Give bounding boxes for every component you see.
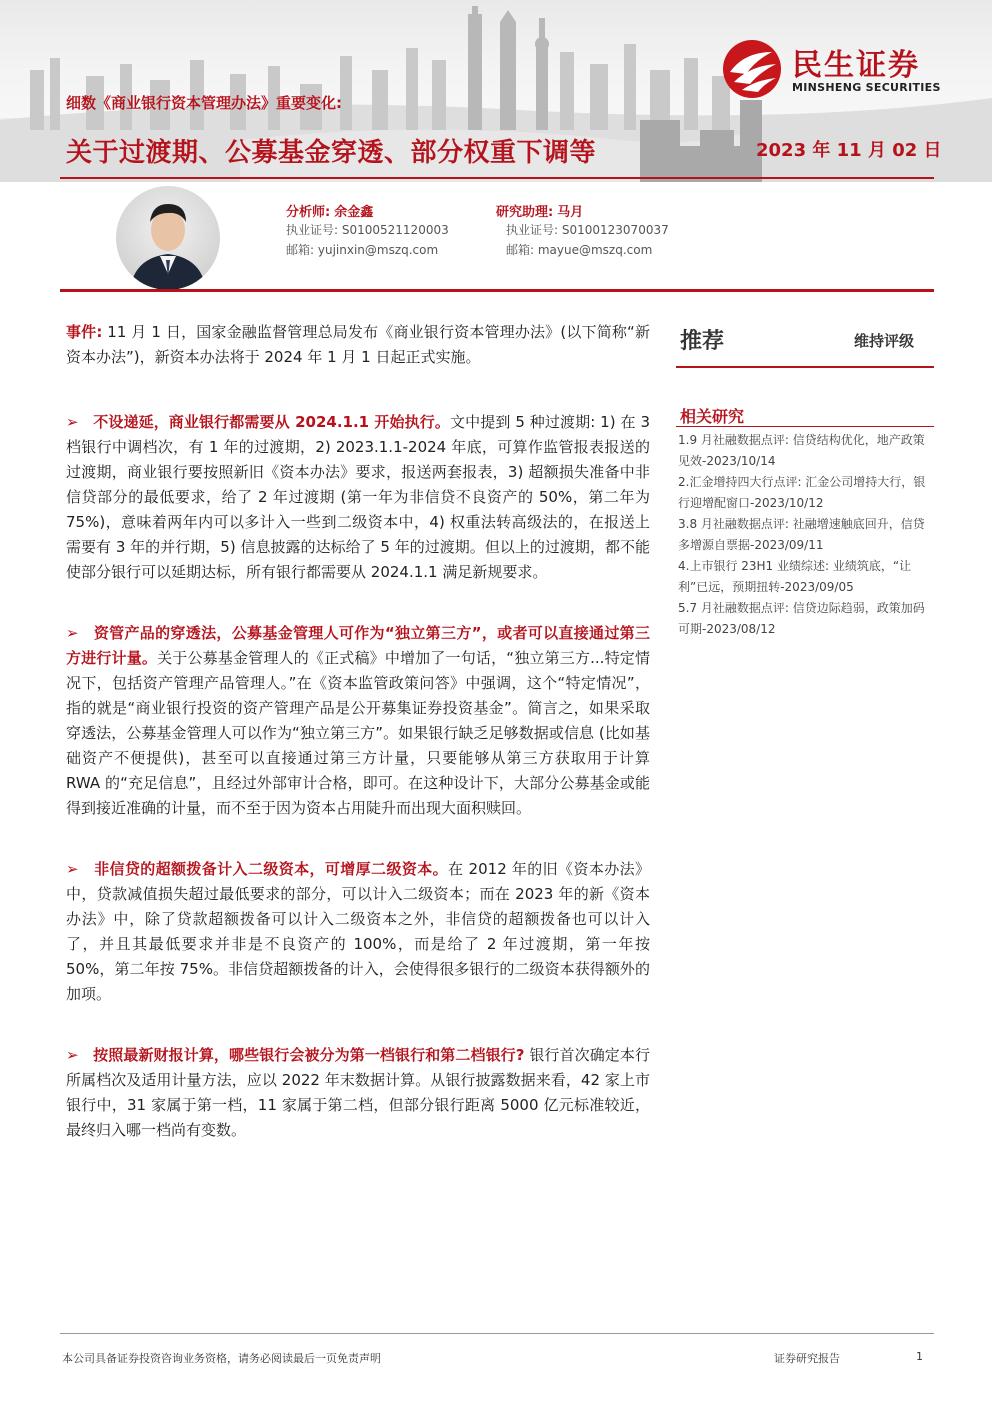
rating-label: 推荐 (680, 329, 725, 354)
bullet-arrow-icon: ➢ (66, 860, 79, 878)
point-1-lead: 不设递延，商业银行都需要从 2024.1.1 开始执行。 (93, 413, 450, 431)
related-item[interactable]: 1.9 月社融数据点评: 信贷结构优化，地产政策见效-2023/10/14 (678, 433, 925, 468)
logo-english-text: MINSHENG SECURITIES (792, 81, 941, 94)
footer-disclaimer: 本公司具备证券投资咨询业务资格，请务必阅读最后一页免责声明 (62, 1352, 381, 1365)
bullet-arrow-icon: ➢ (66, 413, 79, 431)
analyst-photo-image (116, 186, 220, 290)
analyst-1-name-text: 余金鑫 (334, 205, 374, 220)
related-research-divider (676, 426, 934, 427)
analyst-2-name-text: 马月 (557, 205, 584, 220)
header-banner (0, 0, 992, 182)
analyst-2-email[interactable]: 邮箱: mayue@mszq.com (506, 243, 653, 257)
analyst-1-name (286, 201, 373, 220)
analyst-1-role: 分析师: (286, 205, 331, 220)
analyst-1-license: 执业证号: S0100521120003 (286, 223, 449, 237)
footer-divider (60, 1333, 934, 1334)
point-2-text: 关于公募基金管理人的《正式稿》中增加了一句话，“独立第三方...特定情况下，包括资产管理产品管理人。”在《资本监管政策问答》中强调，这个“特定情况”，指的就是“商业银行投资的资产管理产品是公开募集证券投资基金”。简言之，如果采取穿透法，公募基金管理人可以作为“独立第三方”。如果银行缺乏足够数据或信息 (比如基础资产不便提供)，甚至可以直接通过第三方计量，只要能够从第三方获取用于计算 RWA 的“充足信息”，且经过外部审计合格，即可。在这种设计下，大部分公募基金或能得到接近准确的计量，而不至于因为资本占用陡升而出现大面积赎回。 (66, 649, 650, 817)
rating-note: 维持评级 (854, 332, 915, 350)
event-label: 事件: (66, 323, 103, 341)
company-logo (720, 38, 970, 100)
analyst-avatar (116, 186, 220, 290)
related-item[interactable]: 5.7 月社融数据点评: 信贷边际趋弱，政策加码可期-2023/08/12 (678, 601, 925, 636)
point-1-text: 文中提到 5 种过渡期: 1) 在 3 档银行中调档次，有 1 年的过渡期，2) 2023.1.1-2024 年底，可算作监管报表报送的过渡期，商业银行要按照新旧《资本办法》要求，报送两套报表，3) 超额损失准备中非信贷部分的最低要求，给了 2 年过渡期 (第一年为非信贷不良资产的 50%，第二年为 75%)，意味着两年内可以多计入一些到二级资本中，4) 权重法转高级法的，在报送上需要有 3 年的并行期，5) 信息披露的达标给了 5 年的过渡期。但以上的过渡期，都不能使部分银行可以延期达标，所有银行都需要从 2024.1.1 满足新规要求。 (66, 413, 650, 581)
point-4-lead: 按照最新财报计算，哪些银行会被分为第一档银行和第二档银行? (93, 1046, 525, 1064)
report-headline: 关于过渡期、公募基金穿透、部分权重下调等 (66, 138, 597, 168)
rating-divider (676, 366, 934, 368)
point-4-text: 银行首次确定本行所属档次及适用计量方法，应以 2022 年末数据计算。从银行披露数据来看，42 家上市银行中，31 家属于第一档，11 家属于第二档，但部分银行距离 5000 亿元标准较近，最终归入哪一档尚有变数。 (66, 1046, 650, 1139)
bullet-arrow-icon: ➢ (66, 624, 79, 642)
related-item[interactable]: 3.8 月社融数据点评: 社融增速触底回升，信贷多增源自票据-2023/09/11 (678, 517, 925, 552)
report-date: 2023 年 11 月 02 日 (756, 140, 942, 161)
header-divider (60, 177, 934, 179)
analyst-1-email[interactable]: 邮箱: yujinxin@mszq.com (286, 243, 439, 257)
related-research-list (678, 430, 930, 640)
minsheng-logo-icon (720, 38, 784, 100)
event-paragraph (66, 320, 650, 370)
point-3-lead: 非信贷的超额拨备计入二级资本，可增厚二级资本。 (94, 860, 449, 878)
related-item[interactable]: 2.汇金增持四大行点评: 汇金公司增持大行，银行迎增配窗口-2023/10/12 (678, 475, 926, 510)
related-research-title: 相关研究 (680, 407, 745, 426)
point-transition (66, 410, 650, 585)
event-text: 11 月 1 日，国家金融监督管理总局发布《商业银行资本管理办法》(以下简称“新资本办法”)，新资本办法将于 2024 年 1 月 1 日起正式实施。 (66, 323, 650, 366)
analyst-divider (60, 289, 934, 292)
analyst-2-role: 研究助理: (496, 205, 554, 220)
analyst-2-license: 执业证号: S0100123070037 (506, 223, 669, 237)
point-3-text: 在 2012 年的旧《资本办法》中，贷款减值损失超过最低要求的部分，可以计入二级资本；而在 2023 年的新《资本办法》中，除了贷款超额拨备可以计入二级资本之外，非信贷的超额拨备也可以计入了，并且其最低要求并非是不良资产的 100%，而是给了 2 年过渡期，第一年按 50%，第二年按 75%。非信贷超额拨备的计入，会使得很多银行的二级资本获得额外的加项。 (66, 860, 651, 1003)
footer-report-type: 证券研究报告 (774, 1352, 840, 1365)
page-number: 1 (916, 1350, 923, 1363)
related-item[interactable]: 4.上市银行 23H1 业绩综述: 业绩筑底，“让利”已远，预期扭转-2023/09/05 (678, 559, 912, 594)
logo-chinese-text: 民生证券 (792, 48, 920, 83)
point-provision (66, 857, 650, 1007)
series-line: 细数《商业银行资本管理办法》重要变化: (66, 94, 343, 112)
bullet-arrow-icon: ➢ (66, 1046, 79, 1064)
point-lookthrough (66, 621, 650, 821)
analyst-2-name (496, 201, 583, 220)
report-body (66, 320, 650, 1170)
point-2-lead: 资管产品的穿透法，公募基金管理人可作为“独立第三方”，或者可以直接通过第三方进行计量。 (66, 624, 650, 667)
point-tiers (66, 1043, 650, 1143)
